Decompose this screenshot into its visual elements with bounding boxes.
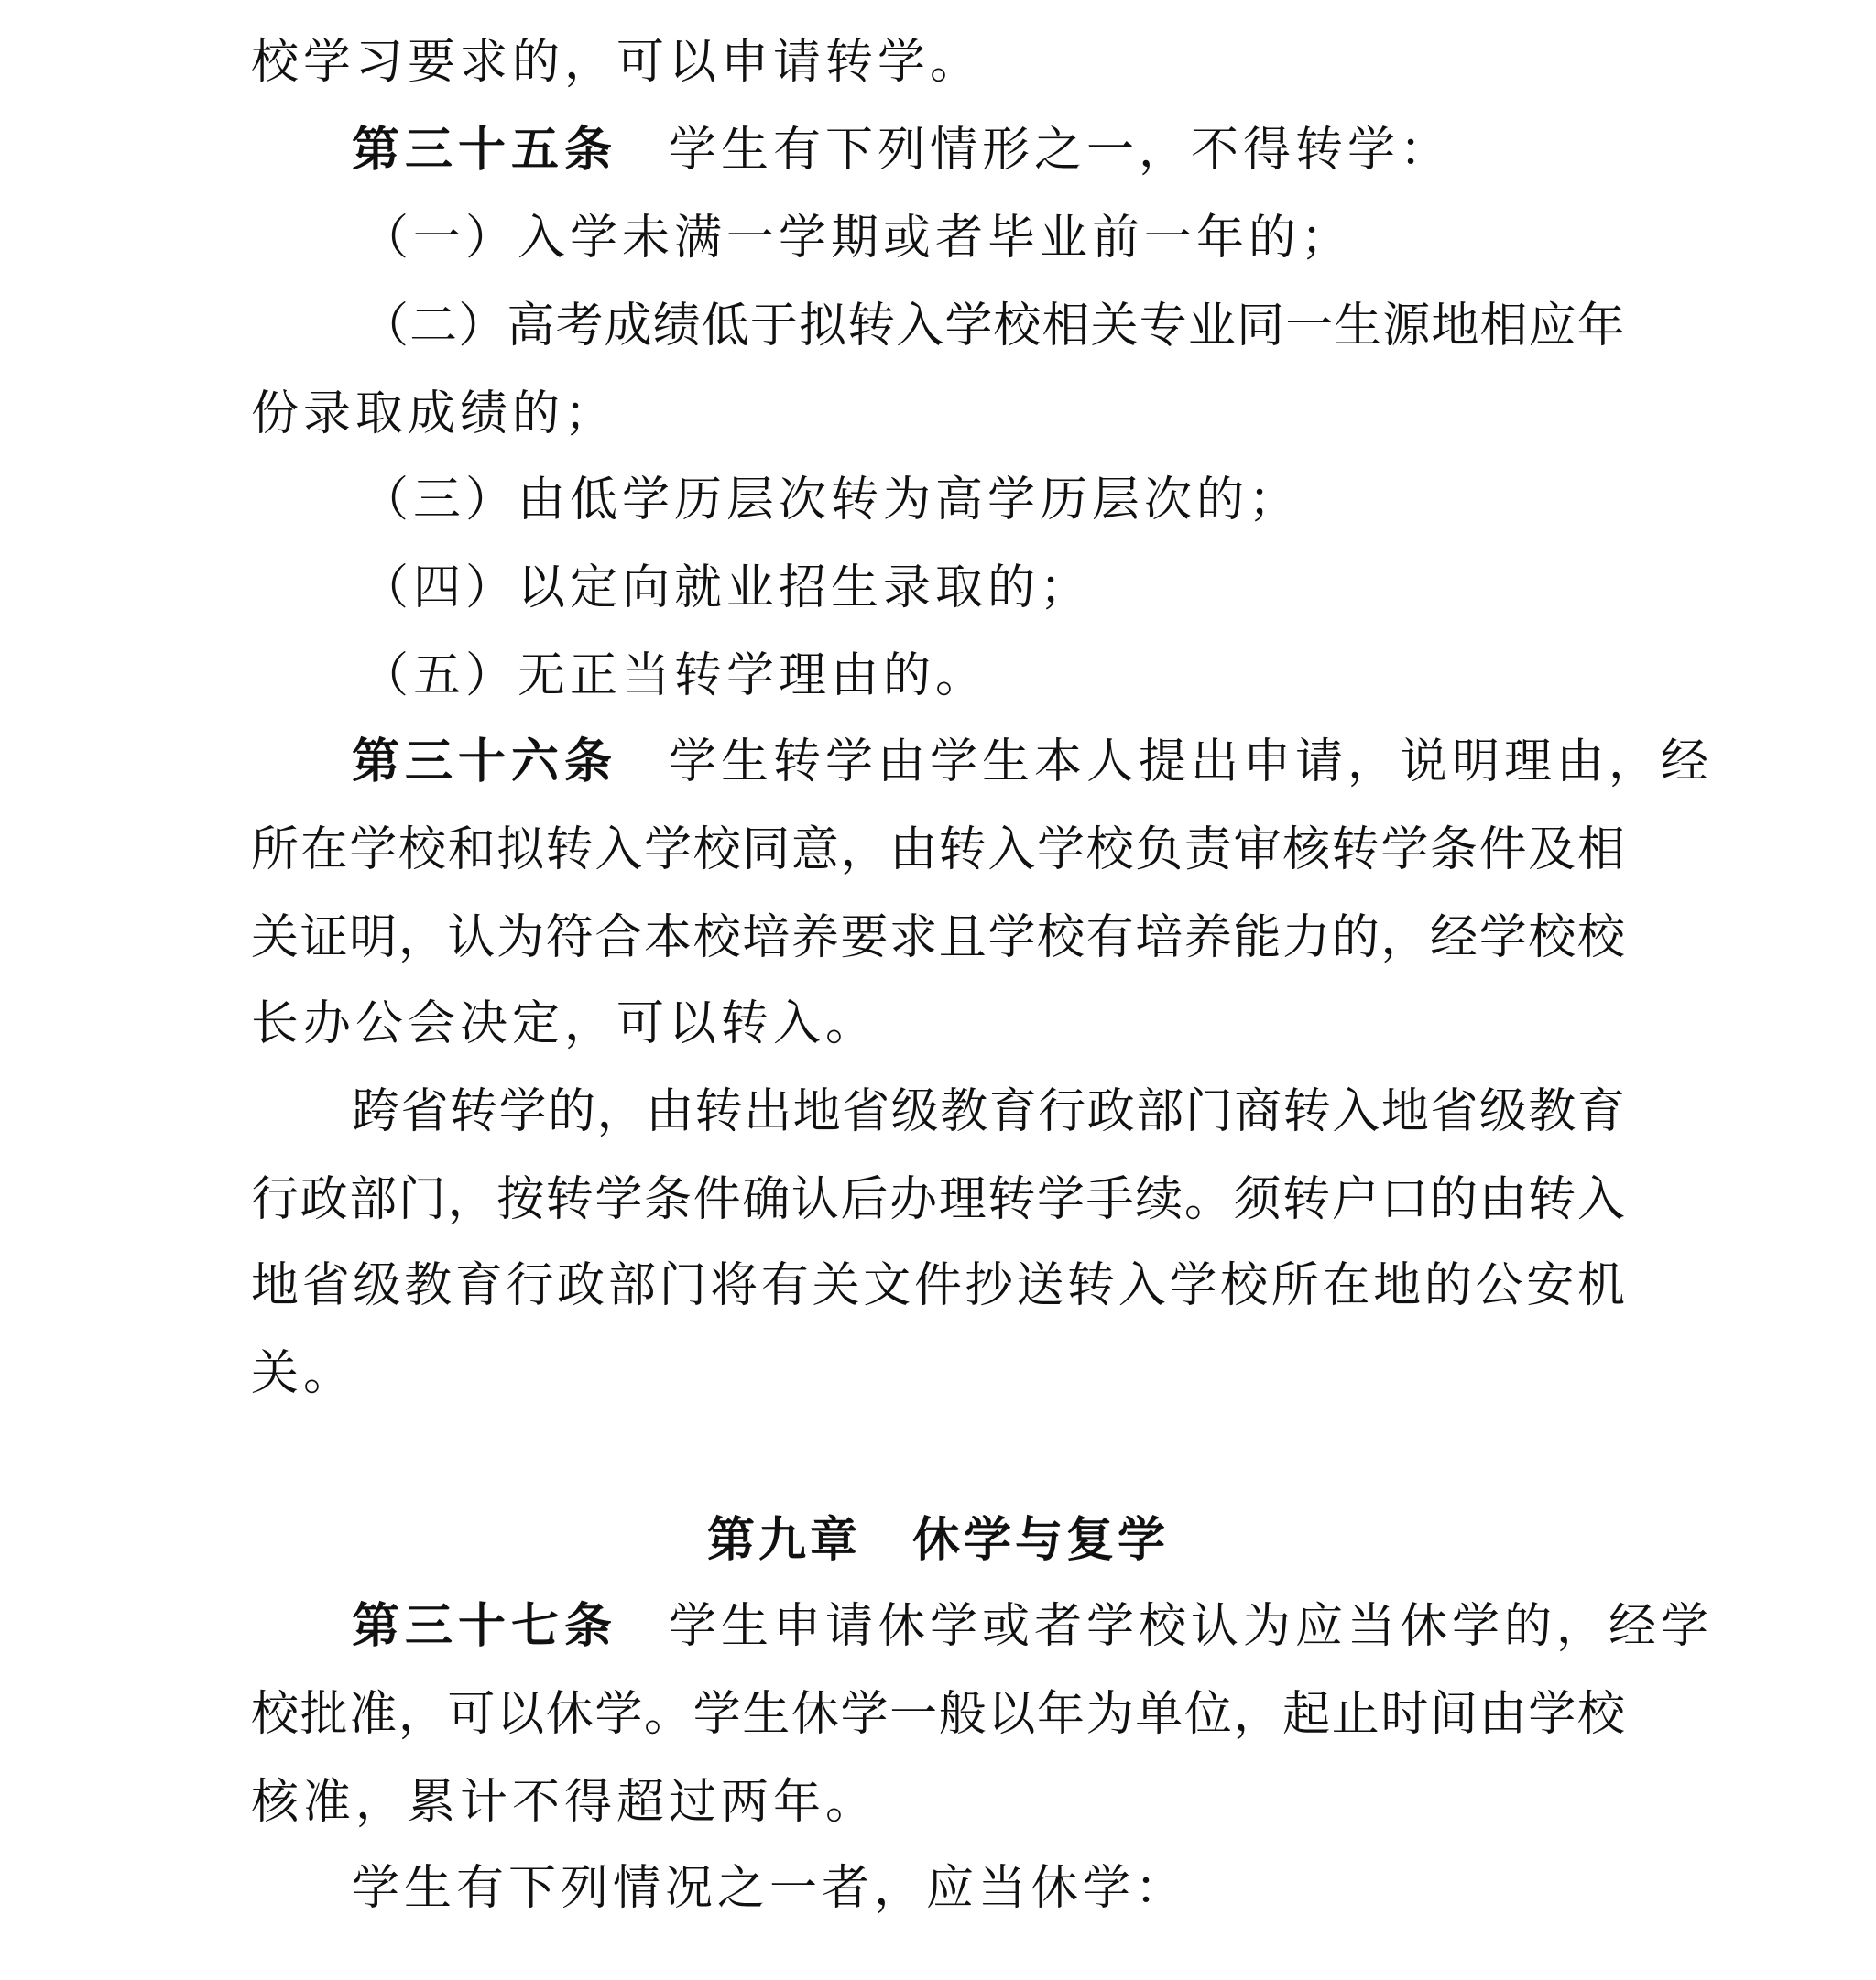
glyph: 位 [1183, 1687, 1232, 1742]
glyph: 校 [398, 822, 446, 877]
glyph: 一 [1285, 299, 1334, 354]
glyph: 入 [896, 299, 944, 354]
article-35-text: 学生有下列情形之一，不得转学： [669, 123, 1453, 178]
glyph: 间 [1430, 1687, 1478, 1742]
glyph: 的 [1423, 1258, 1472, 1313]
glyph: 养 [1183, 910, 1232, 965]
glyph: 养 [791, 910, 839, 965]
glyph: 可 [447, 1687, 496, 1742]
glyph: 关 [812, 1258, 860, 1313]
glyph: 止 [1331, 1687, 1380, 1742]
glyph: 低 [701, 299, 749, 354]
glyph: 负 [1135, 822, 1183, 877]
text-line [251, 1163, 1625, 1236]
list-item: （三）由低学历层次转为高学历层次的； [361, 473, 1302, 528]
glyph: 意 [791, 822, 839, 877]
glyph: 条 [644, 1172, 693, 1227]
glyph: 级 [353, 1258, 401, 1313]
glyph: 和 [447, 822, 496, 877]
glyph: 同 [1236, 299, 1284, 354]
glyph: 拟 [798, 299, 846, 354]
glyph: 门 [1184, 1084, 1233, 1139]
chapter-heading: 第九章 休学与复学 [706, 1513, 1169, 1568]
glyph: 条 [1430, 822, 1478, 877]
glyph: 学 [1528, 1687, 1576, 1742]
glyph: 部 [607, 1258, 656, 1313]
glyph: 校 [1576, 910, 1625, 965]
glyph: 转 [545, 822, 594, 877]
glyph: 育 [988, 1084, 1037, 1139]
glyph: 成 [604, 299, 652, 354]
glyph: 年 [1037, 1687, 1085, 1742]
glyph: 所 [251, 822, 300, 877]
article-37-title: 第三十七条 [352, 1599, 618, 1654]
glyph: 教 [1528, 1084, 1576, 1139]
glyph: 考 [555, 299, 604, 354]
glyph: 于 [749, 299, 798, 354]
glyph: 出 [744, 1084, 792, 1139]
glyph: 按 [496, 1172, 545, 1227]
glyph: 学 [594, 1172, 643, 1227]
glyph: 绩 [652, 299, 701, 354]
glyph: 经 [1430, 910, 1478, 965]
list-item [361, 289, 1625, 363]
text-line [251, 901, 1625, 974]
glyph: 转 [1282, 1084, 1331, 1139]
glyph: 抄 [965, 1258, 1013, 1313]
glyph: 应 [1528, 299, 1576, 354]
glyph: 件 [1478, 822, 1527, 877]
text-line [251, 813, 1625, 887]
glyph: 以 [987, 1687, 1036, 1742]
glyph: 的 [1331, 910, 1380, 965]
glyph: 须 [1233, 1172, 1282, 1227]
glyph: 年 [1576, 299, 1625, 354]
glyph: 学 [349, 822, 398, 877]
glyph: 转 [938, 822, 987, 877]
glyph: 学 [594, 1687, 643, 1742]
article-36-line [352, 725, 1713, 799]
glyph: 二 [409, 299, 458, 354]
glyph: 以 [496, 1687, 545, 1742]
glyph: 送 [1016, 1258, 1064, 1313]
glyph: 理 [938, 1172, 987, 1227]
glyph: 转 [847, 299, 896, 354]
glyph: 有 [760, 1258, 809, 1313]
glyph: 行 [1038, 1084, 1086, 1139]
glyph: 公 [1475, 1258, 1523, 1313]
glyph: 行 [506, 1258, 554, 1313]
glyph: 件 [693, 1172, 741, 1227]
article-37-line [352, 1590, 1713, 1663]
text-line: 关。 [251, 1346, 356, 1401]
text-line: 校学习要求的，可以申请转学。 [251, 35, 983, 90]
glyph: 校 [1528, 910, 1576, 965]
glyph: 能 [1233, 910, 1282, 965]
glyph: 关 [251, 910, 300, 965]
glyph: 转 [1528, 1172, 1576, 1227]
glyph: 户 [1331, 1172, 1380, 1227]
article-35-line [352, 114, 1452, 187]
glyph: 学 [1478, 910, 1527, 965]
glyph: 般 [938, 1687, 987, 1742]
glyph: 批 [300, 1687, 348, 1742]
glyph: ， [447, 1172, 496, 1227]
glyph: 求 [889, 910, 938, 965]
glyph: 入 [1576, 1172, 1625, 1227]
glyph: 校 [251, 1687, 300, 1742]
glyph: 校 [693, 822, 741, 877]
glyph: 学 [987, 910, 1036, 965]
glyph: ， [398, 910, 446, 965]
glyph: 确 [742, 1172, 791, 1227]
glyph: 准 [349, 1687, 398, 1742]
glyph: 相 [1042, 299, 1090, 354]
glyph: 在 [1322, 1258, 1370, 1313]
glyph: 地 [251, 1258, 300, 1313]
glyph: 学 [840, 1687, 889, 1742]
glyph: 拟 [496, 822, 545, 877]
article-37-text: 学生申请休学或者学校认为应当休学的，经学 [669, 1599, 1714, 1654]
glyph: 。 [1183, 1172, 1232, 1227]
glyph: 学 [644, 822, 693, 877]
glyph: 校 [1085, 822, 1134, 877]
glyph: 地 [792, 1084, 841, 1139]
glyph: 的 [1430, 1172, 1478, 1227]
glyph: 省 [842, 1084, 890, 1139]
glyph: 高 [507, 299, 555, 354]
glyph: 专 [1139, 299, 1187, 354]
glyph: 审 [1233, 822, 1282, 877]
article-36-text: 学生转学由学生本人提出申请，说明理由，经 [669, 734, 1714, 789]
glyph: 地 [1373, 1258, 1422, 1313]
list-item: （五）无正当转学理由的。 [361, 648, 988, 703]
glyph: 培 [1135, 910, 1183, 965]
glyph: 部 [1136, 1084, 1184, 1139]
glyph: 入 [1332, 1084, 1380, 1139]
glyph: 由 [1478, 1687, 1527, 1742]
glyph: 入 [1118, 1258, 1166, 1313]
glyph: 入 [594, 822, 643, 877]
glyph: 门 [398, 1172, 446, 1227]
glyph: 办 [889, 1172, 938, 1227]
glyph: （ [361, 299, 409, 354]
glyph: 力 [1282, 910, 1331, 965]
glyph: 且 [938, 910, 987, 965]
glyph: ） [458, 299, 507, 354]
glyph: 校 [1037, 910, 1085, 965]
glyph: 校 [1220, 1258, 1269, 1313]
glyph: 生 [742, 1687, 791, 1742]
glyph: 有 [1085, 910, 1134, 965]
glyph: ， [398, 1687, 446, 1742]
article-35-title: 第三十五条 [352, 123, 618, 178]
glyph: 口 [1380, 1172, 1429, 1227]
glyph: 省 [400, 1084, 449, 1139]
glyph: 入 [987, 822, 1036, 877]
glyph: 单 [1135, 1687, 1183, 1742]
glyph: 手 [1085, 1172, 1134, 1227]
glyph: ， [1380, 910, 1429, 965]
glyph: 及 [1528, 822, 1576, 877]
glyph: 地 [1431, 299, 1479, 354]
glyph: 机 [1576, 1258, 1625, 1313]
glyph: 生 [1334, 299, 1382, 354]
glyph: 级 [890, 1084, 939, 1139]
glyph: 转 [1067, 1258, 1116, 1313]
glyph: 起 [1282, 1687, 1331, 1742]
glyph: ， [1233, 1687, 1282, 1742]
glyph: 政 [557, 1258, 605, 1313]
glyph: 学 [1037, 1172, 1085, 1227]
text-line: 份录取成绩的； [251, 386, 617, 441]
glyph: 相 [1576, 822, 1625, 877]
glyph: 政 [1086, 1084, 1135, 1139]
glyph: 转 [545, 1172, 594, 1227]
glyph: 转 [450, 1084, 498, 1139]
glyph: 责 [1183, 822, 1232, 877]
glyph: 育 [1576, 1084, 1625, 1139]
glyph: 在 [300, 822, 348, 877]
text-line [251, 1678, 1625, 1751]
glyph: 时 [1380, 1687, 1429, 1742]
glyph: 培 [742, 910, 791, 965]
glyph: 商 [1234, 1084, 1282, 1139]
text-line [352, 1075, 1625, 1148]
glyph: 转 [1282, 1172, 1331, 1227]
glyph: 件 [913, 1258, 962, 1313]
glyph: 由 [1478, 1172, 1527, 1227]
glyph: 地 [1380, 1084, 1429, 1139]
glyph: 为 [1085, 1687, 1134, 1742]
glyph: 证 [300, 910, 348, 965]
glyph: 门 [659, 1258, 707, 1313]
glyph: 学 [944, 299, 993, 354]
glyph: ， [840, 822, 889, 877]
glyph: 业 [1187, 299, 1236, 354]
glyph: 源 [1382, 299, 1431, 354]
glyph: 由 [646, 1084, 694, 1139]
list-item: （一）入学未满一学期或者毕业前一年的； [361, 211, 1354, 266]
glyph: 认 [447, 910, 496, 965]
glyph: 的 [548, 1084, 596, 1139]
glyph: 休 [545, 1687, 594, 1742]
glyph: 转 [1331, 822, 1380, 877]
glyph: 学 [1380, 822, 1429, 877]
glyph: 合 [594, 910, 643, 965]
glyph: 省 [1430, 1084, 1478, 1139]
glyph: 转 [694, 1084, 743, 1139]
glyph: 校 [993, 299, 1042, 354]
glyph: 学 [498, 1084, 547, 1139]
glyph: 一 [889, 1687, 938, 1742]
glyph: 育 [454, 1258, 503, 1313]
glyph: 续 [1135, 1172, 1183, 1227]
glyph: 学 [1037, 822, 1085, 877]
glyph: 明 [349, 910, 398, 965]
glyph: 同 [742, 822, 791, 877]
article-36-title: 第三十六条 [352, 734, 618, 789]
glyph: 安 [1526, 1258, 1575, 1313]
glyph: 校 [693, 910, 741, 965]
glyph: 后 [840, 1172, 889, 1227]
glyph: 相 [1479, 299, 1528, 354]
glyph: 所 [1271, 1258, 1319, 1313]
glyph: 将 [710, 1258, 758, 1313]
list-item: （四）以定向就业招生录取的； [361, 560, 1093, 615]
glyph: 教 [404, 1258, 453, 1313]
glyph: ， [596, 1084, 645, 1139]
glyph: 要 [840, 910, 889, 965]
glyph: 休 [791, 1687, 839, 1742]
glyph: 。 [644, 1687, 693, 1742]
glyph: 关 [1090, 299, 1139, 354]
glyph: 政 [300, 1172, 348, 1227]
glyph: 行 [251, 1172, 300, 1227]
glyph: 跨 [352, 1084, 400, 1139]
glyph: 学 [1169, 1258, 1217, 1313]
text-line [251, 1249, 1625, 1322]
glyph: 核 [1282, 822, 1331, 877]
glyph: 级 [1478, 1084, 1527, 1139]
glyph: 部 [349, 1172, 398, 1227]
text-line: 学生有下列情况之一者，应当休学： [352, 1861, 1188, 1916]
glyph: 学 [693, 1687, 741, 1742]
glyph: 符 [545, 910, 594, 965]
text-line: 核准，累计不得超过两年。 [251, 1775, 878, 1830]
glyph: 由 [889, 822, 938, 877]
glyph: 为 [496, 910, 545, 965]
glyph: 文 [863, 1258, 911, 1313]
glyph: 教 [940, 1084, 988, 1139]
glyph: 省 [301, 1258, 350, 1313]
glyph: 转 [987, 1172, 1036, 1227]
glyph: 本 [644, 910, 693, 965]
text-line: 长办公会决定，可以转入。 [251, 996, 878, 1051]
glyph: 校 [1576, 1687, 1625, 1742]
glyph: 认 [791, 1172, 839, 1227]
